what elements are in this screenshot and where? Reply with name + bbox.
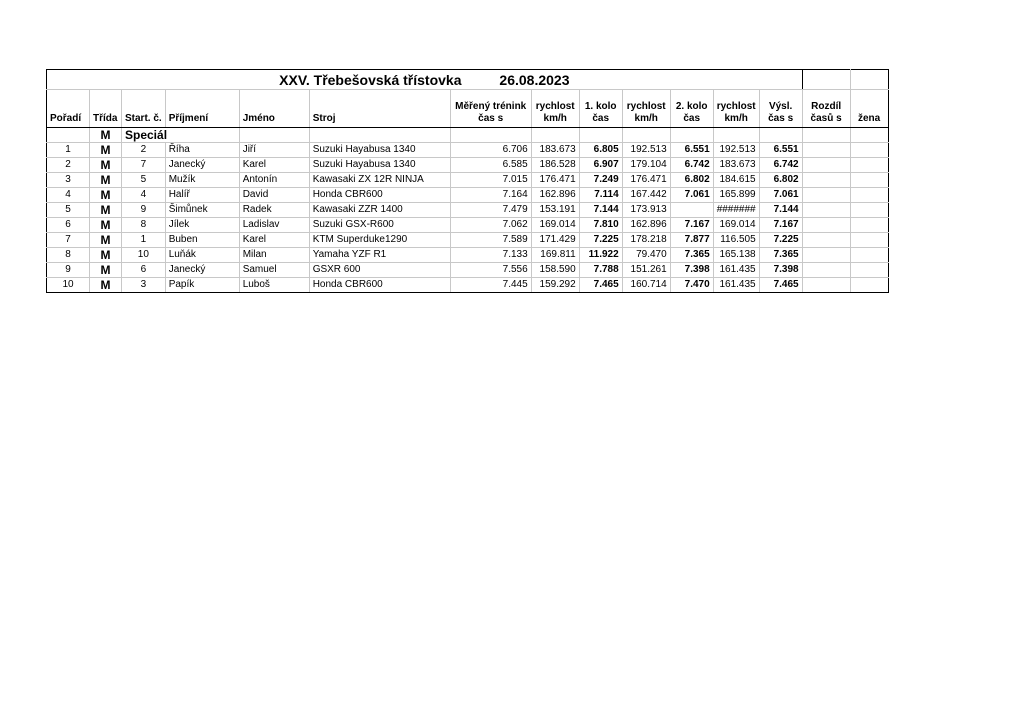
cell-rychlost-2: 151.261	[622, 263, 670, 278]
cell-stroj: GSXR 600	[309, 263, 450, 278]
cell-rychlost-1: 169.014	[531, 218, 579, 233]
header-trenink: Měřený trénink čas s	[450, 90, 531, 128]
cell-kolo-2: 6.742	[670, 158, 713, 173]
cell-trenink: 6.585	[450, 158, 531, 173]
cell-rychlost-3: 165.899	[713, 188, 759, 203]
table-row	[47, 233, 889, 248]
cell-trida: M	[90, 188, 122, 203]
header-trida: Třída	[90, 90, 122, 128]
cell-poradi: 4	[47, 188, 90, 203]
title-row	[47, 70, 889, 90]
cell-trida: M	[90, 173, 122, 188]
header-jmeno: Jméno	[239, 90, 309, 128]
cell-rozdil	[802, 143, 850, 158]
cell-zena	[850, 143, 888, 158]
empty-cell	[622, 128, 670, 143]
cell-prijmeni: Buben	[165, 233, 239, 248]
cell-rychlost-3: 116.505	[713, 233, 759, 248]
cell-rychlost-3: 161.435	[713, 278, 759, 293]
empty-cell	[450, 128, 531, 143]
cell-kolo-1: 7.249	[579, 173, 622, 188]
cell-trenink: 7.556	[450, 263, 531, 278]
cell-prijmeni: Mužík	[165, 173, 239, 188]
cell-stroj: Suzuki Hayabusa 1340	[309, 143, 450, 158]
cell-jmeno: David	[239, 188, 309, 203]
header-stroj: Stroj	[309, 90, 450, 128]
cell-rychlost-3: 169.014	[713, 218, 759, 233]
cell-kolo-2: 7.365	[670, 248, 713, 263]
header-kolo-2: 2. kolo čas	[670, 90, 713, 128]
cell-zena	[850, 203, 888, 218]
cell-start: 5	[122, 173, 166, 188]
cell-trida: M	[90, 278, 122, 293]
cell-rychlost-1: 186.528	[531, 158, 579, 173]
cell-stroj: Honda CBR600	[309, 188, 450, 203]
cell-poradi: 2	[47, 158, 90, 173]
cell-rychlost-1: 153.191	[531, 203, 579, 218]
cell-trida: M	[90, 158, 122, 173]
cell-stroj: Honda CBR600	[309, 278, 450, 293]
cell-kolo-1: 7.114	[579, 188, 622, 203]
cell-zena	[850, 218, 888, 233]
cell-zena	[850, 263, 888, 278]
cell-prijmeni: Papík	[165, 278, 239, 293]
cell-trenink: 6.706	[450, 143, 531, 158]
cell-rozdil	[802, 218, 850, 233]
cell-kolo-1: 6.805	[579, 143, 622, 158]
cell-poradi: 8	[47, 248, 90, 263]
cell-stroj: Suzuki GSX-R600	[309, 218, 450, 233]
cell-kolo-1: 7.810	[579, 218, 622, 233]
cell-trida: M	[90, 233, 122, 248]
cell-vysledny-cas: 7.061	[759, 188, 802, 203]
cell-rychlost-3: 161.435	[713, 263, 759, 278]
cell-rychlost-3: 183.673	[713, 158, 759, 173]
empty-cell	[531, 128, 579, 143]
cell-zena	[850, 278, 888, 293]
cell-trida: M	[90, 143, 122, 158]
cell-start: 1	[122, 233, 166, 248]
cell-trenink: 7.133	[450, 248, 531, 263]
header-rychlost-3: rychlost km/h	[713, 90, 759, 128]
cell-poradi: 1	[47, 143, 90, 158]
table-row	[47, 188, 889, 203]
cell-rychlost-1: 162.896	[531, 188, 579, 203]
empty-cell	[47, 128, 90, 143]
cell-kolo-1: 7.788	[579, 263, 622, 278]
cell-kolo-1: 7.225	[579, 233, 622, 248]
header-row	[47, 90, 889, 128]
empty-cell	[850, 128, 888, 143]
cell-poradi: 10	[47, 278, 90, 293]
cell-rychlost-2: 79.470	[622, 248, 670, 263]
cell-rychlost-2: 179.104	[622, 158, 670, 173]
cell-rozdil	[802, 203, 850, 218]
cell-rychlost-3: 192.513	[713, 143, 759, 158]
cell-start: 7	[122, 158, 166, 173]
cell-vysledny-cas: 6.742	[759, 158, 802, 173]
cell-prijmeni: Luňák	[165, 248, 239, 263]
cell-vysledny-cas: 7.225	[759, 233, 802, 248]
cell-stroj: Kawasaki ZZR 1400	[309, 203, 450, 218]
table-row	[47, 173, 889, 188]
cell-rozdil	[802, 233, 850, 248]
header-zena: žena	[850, 90, 888, 128]
cell-zena	[850, 158, 888, 173]
cell-zena	[850, 188, 888, 203]
cell-rozdil	[802, 263, 850, 278]
cell-trida: M	[90, 263, 122, 278]
cell-rozdil	[802, 248, 850, 263]
cell-stroj: Kawasaki ZX 12R NINJA	[309, 173, 450, 188]
cell-vysledny-cas: 6.551	[759, 143, 802, 158]
cell-rozdil	[802, 188, 850, 203]
cell-start: 9	[122, 203, 166, 218]
cell-poradi: 3	[47, 173, 90, 188]
cell-rychlost-3: 184.615	[713, 173, 759, 188]
cell-start: 6	[122, 263, 166, 278]
cell-zena	[850, 173, 888, 188]
cell-rychlost-2: 178.218	[622, 233, 670, 248]
cell-prijmeni: Říha	[165, 143, 239, 158]
cell-kolo-2: 7.061	[670, 188, 713, 203]
cell-vysledny-cas: 7.167	[759, 218, 802, 233]
empty-cell	[802, 70, 850, 90]
cell-jmeno: Jiří	[239, 143, 309, 158]
cell-trenink: 7.015	[450, 173, 531, 188]
cell-rychlost-2: 173.913	[622, 203, 670, 218]
results-table	[46, 69, 889, 293]
category-row	[47, 128, 889, 143]
cell-zena	[850, 248, 888, 263]
category-class: M	[90, 128, 122, 143]
header-vysledny-cas: Výsl. čas s	[759, 90, 802, 128]
cell-jmeno: Antonín	[239, 173, 309, 188]
cell-vysledny-cas: 7.398	[759, 263, 802, 278]
cell-rozdil	[802, 278, 850, 293]
header-rychlost-1: rychlost km/h	[531, 90, 579, 128]
cell-rychlost-1: 159.292	[531, 278, 579, 293]
cell-vysledny-cas: 7.144	[759, 203, 802, 218]
cell-trenink: 7.589	[450, 233, 531, 248]
cell-trida: M	[90, 218, 122, 233]
cell-jmeno: Samuel	[239, 263, 309, 278]
cell-vysledny-cas: 7.465	[759, 278, 802, 293]
cell-stroj: KTM Superduke1290	[309, 233, 450, 248]
empty-cell	[802, 128, 850, 143]
header-poradi: Pořadí	[47, 90, 90, 128]
category-name: Speciál	[122, 128, 240, 143]
table-row	[47, 218, 889, 233]
cell-jmeno: Luboš	[239, 278, 309, 293]
cell-kolo-2: 7.877	[670, 233, 713, 248]
cell-vysledny-cas: 7.365	[759, 248, 802, 263]
empty-cell	[670, 128, 713, 143]
table-row	[47, 278, 889, 293]
cell-rychlost-1: 169.811	[531, 248, 579, 263]
cell-poradi: 9	[47, 263, 90, 278]
table-row	[47, 248, 889, 263]
cell-trenink: 7.479	[450, 203, 531, 218]
header-prijmeni: Příjmení	[165, 90, 239, 128]
cell-trida: M	[90, 248, 122, 263]
table-row	[47, 263, 889, 278]
cell-trenink: 7.164	[450, 188, 531, 203]
cell-prijmeni: Janecký	[165, 263, 239, 278]
cell-kolo-2: 7.167	[670, 218, 713, 233]
cell-kolo-1: 7.465	[579, 278, 622, 293]
cell-rychlost-1: 171.429	[531, 233, 579, 248]
cell-rozdil	[802, 173, 850, 188]
cell-jmeno: Radek	[239, 203, 309, 218]
empty-cell	[850, 70, 888, 90]
cell-prijmeni: Šimůnek	[165, 203, 239, 218]
cell-start: 4	[122, 188, 166, 203]
cell-vysledny-cas: 6.802	[759, 173, 802, 188]
cell-start: 2	[122, 143, 166, 158]
empty-cell	[309, 128, 450, 143]
cell-rychlost-3: 165.138	[713, 248, 759, 263]
cell-poradi: 5	[47, 203, 90, 218]
cell-kolo-2	[670, 203, 713, 218]
header-rozdil: Rozdíl časů s	[802, 90, 850, 128]
cell-jmeno: Karel	[239, 233, 309, 248]
event-date: 26.08.2023	[499, 71, 570, 88]
cell-trida: M	[90, 203, 122, 218]
cell-rychlost-2: 176.471	[622, 173, 670, 188]
cell-rychlost-1: 158.590	[531, 263, 579, 278]
sheet-title	[47, 70, 803, 90]
cell-stroj: Yamaha YZF R1	[309, 248, 450, 263]
cell-rychlost-2: 167.442	[622, 188, 670, 203]
cell-jmeno: Milan	[239, 248, 309, 263]
empty-cell	[579, 128, 622, 143]
cell-rychlost-1: 176.471	[531, 173, 579, 188]
cell-rychlost-1: 183.673	[531, 143, 579, 158]
cell-rozdil	[802, 158, 850, 173]
cell-jmeno: Karel	[239, 158, 309, 173]
cell-kolo-2: 6.802	[670, 173, 713, 188]
empty-cell	[759, 128, 802, 143]
event-title: XXV. Třebešovská třístovka	[279, 71, 462, 88]
header-start: Start. č.	[122, 90, 166, 128]
cell-prijmeni: Jílek	[165, 218, 239, 233]
cell-kolo-2: 7.398	[670, 263, 713, 278]
table-row	[47, 158, 889, 173]
cell-rychlost-3: #######	[713, 203, 759, 218]
cell-prijmeni: Janecký	[165, 158, 239, 173]
cell-start: 10	[122, 248, 166, 263]
cell-kolo-1: 6.907	[579, 158, 622, 173]
cell-start: 8	[122, 218, 166, 233]
cell-kolo-2: 6.551	[670, 143, 713, 158]
cell-kolo-1: 7.144	[579, 203, 622, 218]
cell-zena	[850, 233, 888, 248]
empty-cell	[713, 128, 759, 143]
cell-prijmeni: Halíř	[165, 188, 239, 203]
cell-kolo-1: 11.922	[579, 248, 622, 263]
cell-trenink: 7.062	[450, 218, 531, 233]
cell-stroj: Suzuki Hayabusa 1340	[309, 158, 450, 173]
cell-poradi: 6	[47, 218, 90, 233]
cell-poradi: 7	[47, 233, 90, 248]
cell-rychlost-2: 160.714	[622, 278, 670, 293]
table-row	[47, 143, 889, 158]
table-row	[47, 203, 889, 218]
header-rychlost-2: rychlost km/h	[622, 90, 670, 128]
header-kolo-1: 1. kolo čas	[579, 90, 622, 128]
cell-jmeno: Ladislav	[239, 218, 309, 233]
cell-start: 3	[122, 278, 166, 293]
cell-kolo-2: 7.470	[670, 278, 713, 293]
cell-rychlost-2: 162.896	[622, 218, 670, 233]
cell-trenink: 7.445	[450, 278, 531, 293]
cell-rychlost-2: 192.513	[622, 143, 670, 158]
empty-cell	[239, 128, 309, 143]
